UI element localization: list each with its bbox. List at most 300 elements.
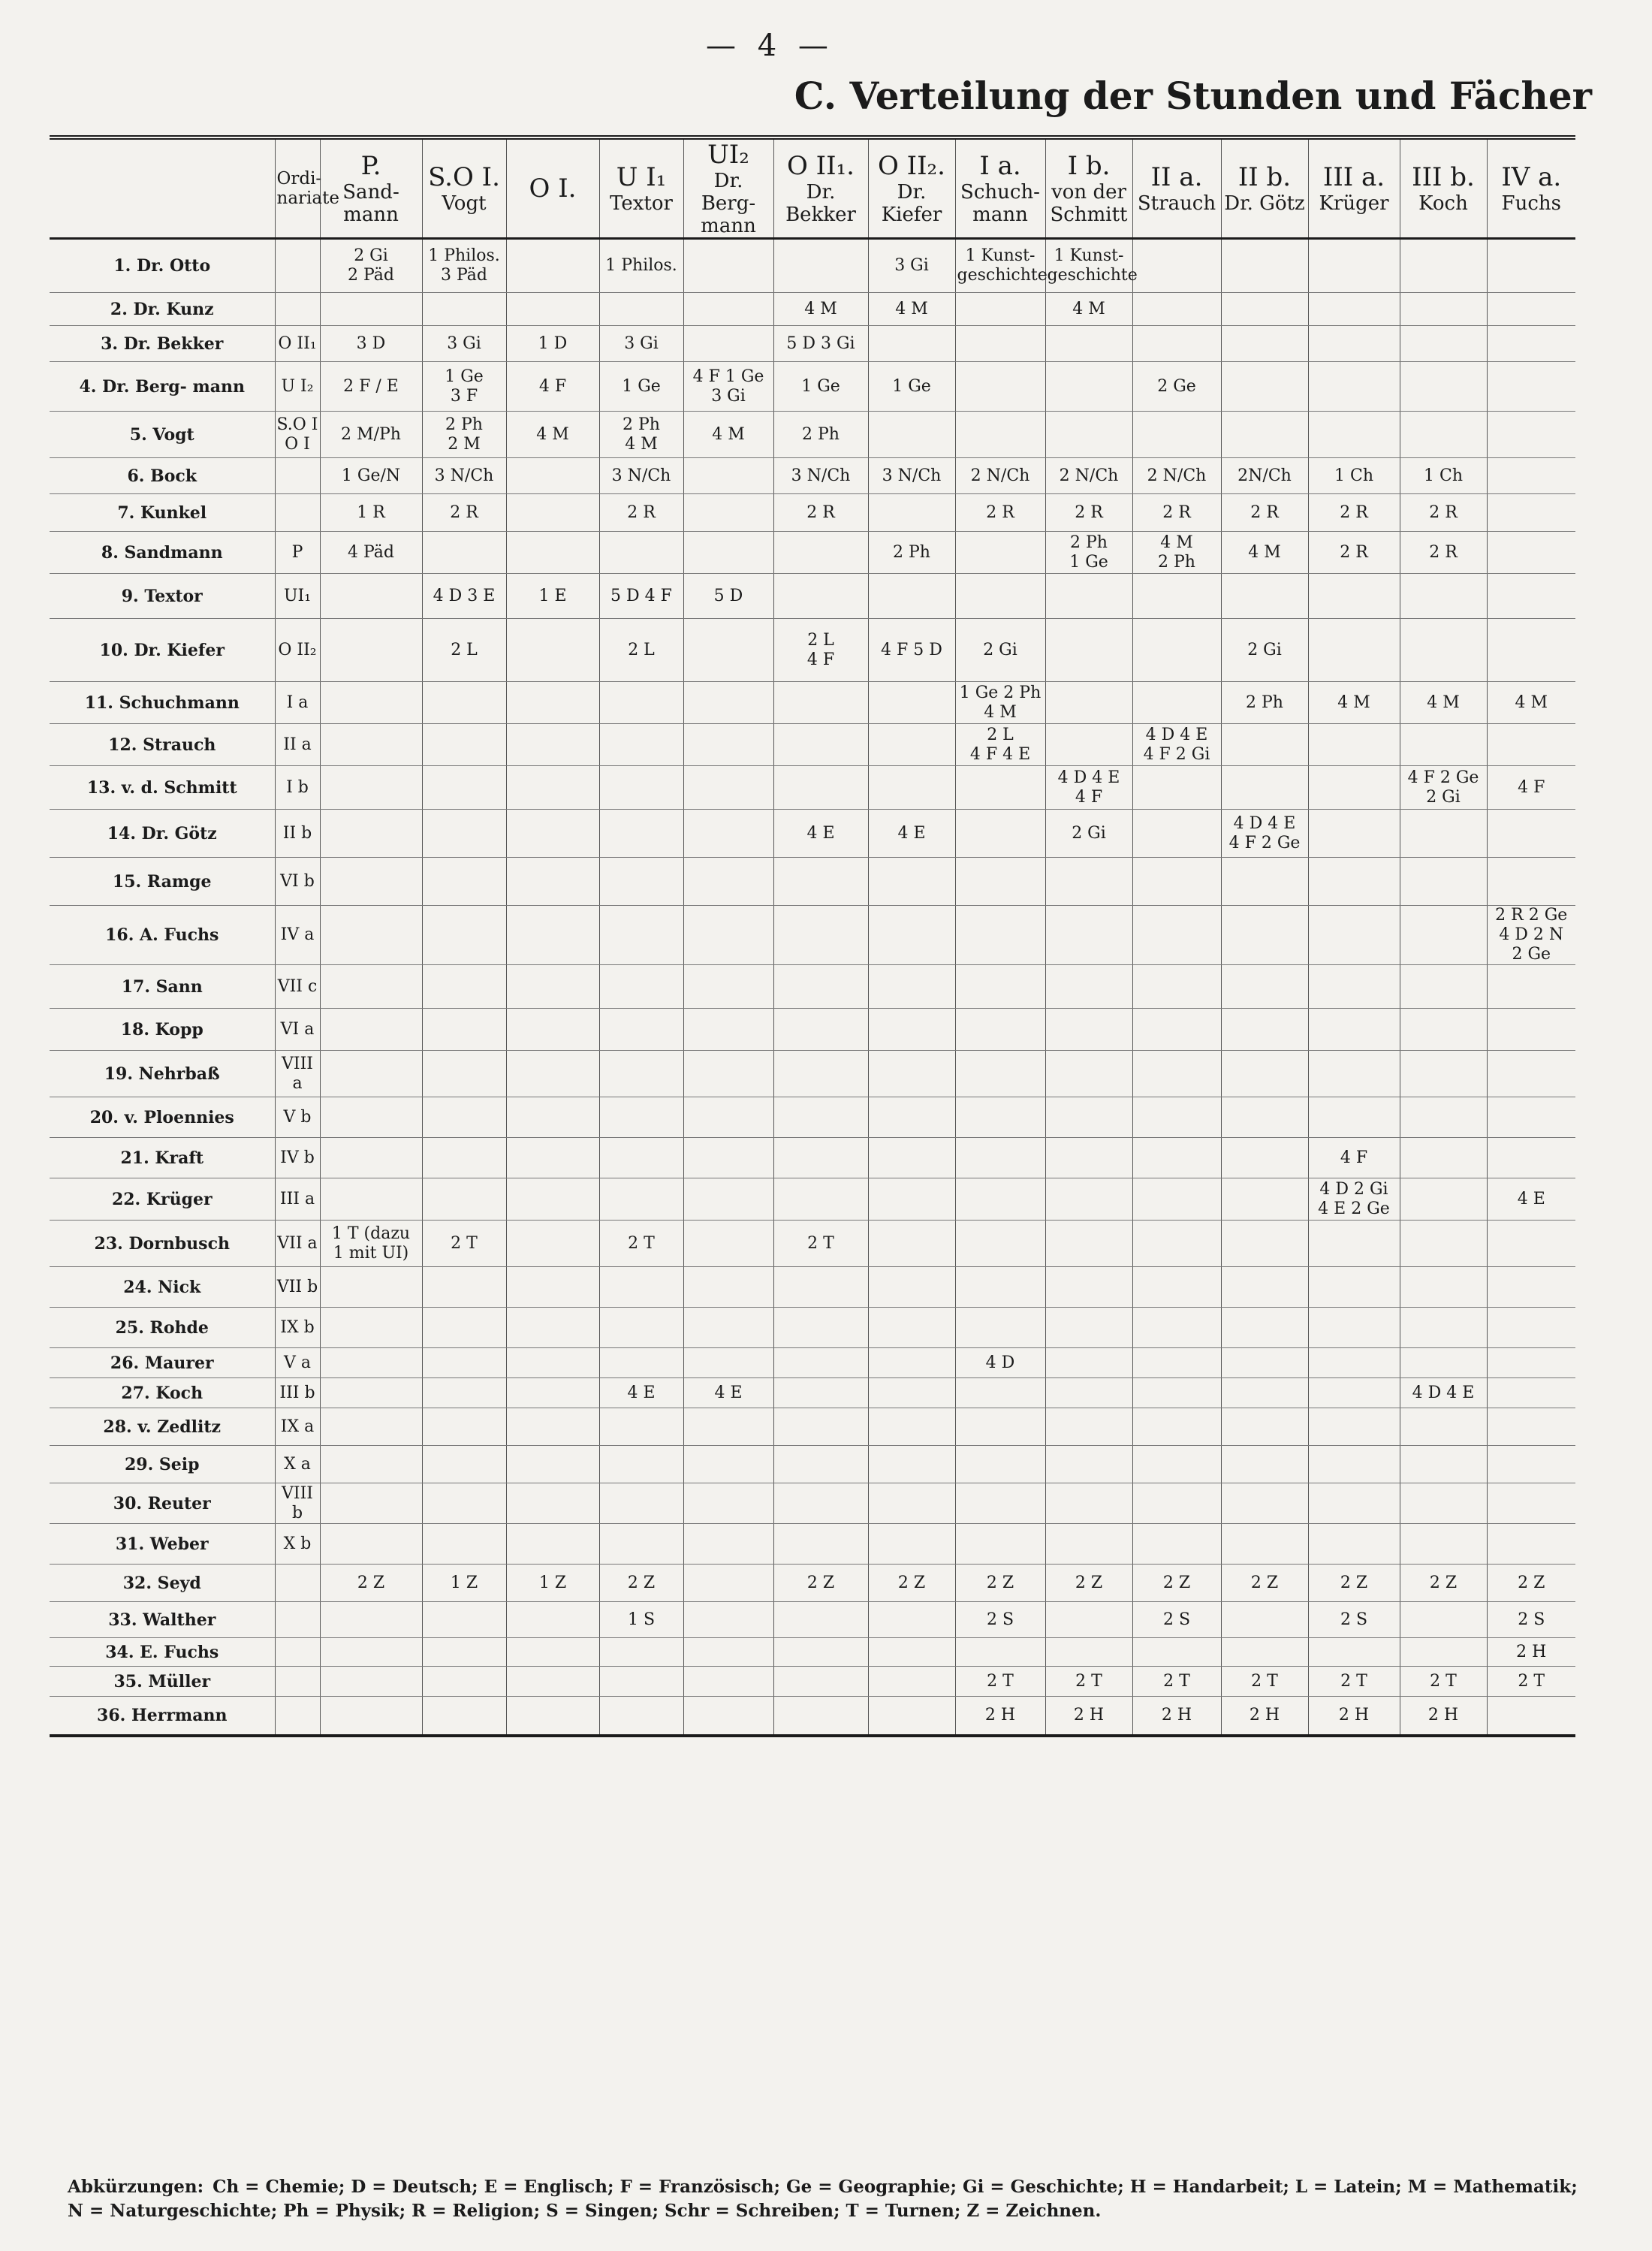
hours-cell xyxy=(599,1524,683,1565)
hours-cell: 2 Z xyxy=(773,1565,868,1602)
hours-cell xyxy=(773,965,868,1009)
hours-cell xyxy=(506,619,599,682)
hours-cell: 2 N/Ch xyxy=(955,458,1045,494)
hours-cell xyxy=(773,766,868,810)
hours-cell xyxy=(1132,965,1221,1009)
teacher-name: 1. Dr. Otto xyxy=(50,239,275,293)
teacher-row xyxy=(50,458,1575,494)
hours-cell xyxy=(1487,362,1575,412)
hours-cell: 4 E xyxy=(773,810,868,858)
hours-cell xyxy=(1308,362,1400,412)
hours-cell xyxy=(1132,1446,1221,1483)
hours-cell xyxy=(320,906,422,965)
hours-cell xyxy=(599,1097,683,1138)
hours-cell xyxy=(683,1524,773,1565)
hours-cell: 2 Z xyxy=(955,1565,1045,1602)
hours-cell xyxy=(320,1602,422,1638)
hours-cell: 2 Z xyxy=(868,1565,955,1602)
hours-cell xyxy=(422,1378,506,1408)
hours-cell: 2 T xyxy=(1221,1667,1308,1697)
hours-cell xyxy=(506,810,599,858)
hours-cell xyxy=(320,619,422,682)
hours-cell: 1 Ge/N xyxy=(320,458,422,494)
hours-cell xyxy=(868,1483,955,1524)
hours-cell xyxy=(1308,1097,1400,1138)
class-teacher-label: Vogt xyxy=(442,192,487,215)
hours-cell xyxy=(955,1009,1045,1051)
class-column-header xyxy=(1045,137,1132,239)
teacher-name: 9. Textor xyxy=(50,574,275,619)
teaching-schedule-table xyxy=(50,135,1575,1737)
teacher-name: 6. Bock xyxy=(50,458,275,494)
teacher-row xyxy=(50,965,1575,1009)
hours-cell xyxy=(773,1178,868,1221)
hours-cell xyxy=(1221,1097,1308,1138)
hours-cell: 3 Gi xyxy=(868,239,955,293)
hours-cell: 2 H xyxy=(1132,1697,1221,1736)
hours-cell: 2 R xyxy=(1132,494,1221,532)
hours-cell: 2 Z xyxy=(1045,1565,1132,1602)
hours-cell xyxy=(1221,574,1308,619)
hours-cell xyxy=(506,906,599,965)
hours-cell: 2 H xyxy=(1045,1697,1132,1736)
hours-cell xyxy=(599,724,683,766)
hours-cell xyxy=(506,1408,599,1446)
hours-cell: 2 H xyxy=(955,1697,1045,1736)
hours-cell xyxy=(1221,1524,1308,1565)
hours-cell xyxy=(422,965,506,1009)
hours-cell: 1 Kunst- geschichte xyxy=(1045,239,1132,293)
abbreviations-legend xyxy=(68,2175,1592,2223)
hours-cell xyxy=(422,1097,506,1138)
hours-cell xyxy=(1132,682,1221,724)
hours-cell xyxy=(868,724,955,766)
hours-cell: 2N/Ch xyxy=(1221,458,1308,494)
hours-cell xyxy=(868,1221,955,1267)
hours-cell xyxy=(599,1348,683,1378)
hours-cell xyxy=(1045,1178,1132,1221)
ordinariate-cell: V a xyxy=(275,1348,320,1378)
teacher-name: 29. Seip xyxy=(50,1446,275,1483)
teacher-name: 36. Herrmann xyxy=(50,1697,275,1736)
hours-cell xyxy=(683,1697,773,1736)
ordinariate-cell: O II₁ xyxy=(275,326,320,362)
teacher-row xyxy=(50,1348,1575,1378)
hours-cell: 2 L xyxy=(422,619,506,682)
hours-cell xyxy=(1132,619,1221,682)
hours-cell xyxy=(868,1009,955,1051)
hours-cell xyxy=(506,1348,599,1378)
hours-cell: 2 N/Ch xyxy=(1045,458,1132,494)
hours-cell xyxy=(1221,362,1308,412)
hours-cell xyxy=(1308,239,1400,293)
hours-cell: 2 Z xyxy=(1221,1565,1308,1602)
hours-cell xyxy=(506,293,599,326)
hours-cell xyxy=(1487,1308,1575,1348)
hours-cell xyxy=(1487,574,1575,619)
hours-cell xyxy=(868,494,955,532)
hours-cell: 4 E xyxy=(1487,1178,1575,1221)
page-number: — 4 — xyxy=(706,29,834,63)
hours-cell xyxy=(506,1602,599,1638)
hours-cell xyxy=(1045,1524,1132,1565)
hours-cell xyxy=(320,1667,422,1697)
hours-cell: 4 F 2 Ge 2 Gi xyxy=(1400,766,1487,810)
hours-cell xyxy=(506,965,599,1009)
class-teacher-label: Dr. Götz xyxy=(1224,192,1305,215)
hours-cell xyxy=(1221,1138,1308,1178)
teacher-row xyxy=(50,326,1575,362)
hours-cell: 4 F xyxy=(1487,766,1575,810)
hours-cell: 2 S xyxy=(1487,1602,1575,1638)
hours-cell xyxy=(683,1565,773,1602)
ordinariate-cell: VI a xyxy=(275,1009,320,1051)
ordinariate-cell: X a xyxy=(275,1446,320,1483)
hours-cell: 2 T xyxy=(1132,1667,1221,1697)
class-label: UI₂ xyxy=(707,140,749,170)
hours-cell: 4 D 4 E xyxy=(1400,1378,1487,1408)
hours-cell xyxy=(955,1483,1045,1524)
hours-cell xyxy=(955,1097,1045,1138)
hours-cell xyxy=(683,1638,773,1667)
hours-cell xyxy=(422,1051,506,1097)
hours-cell xyxy=(599,965,683,1009)
ordinariate-cell: V b xyxy=(275,1097,320,1138)
hours-cell xyxy=(1308,1348,1400,1378)
hours-cell xyxy=(599,810,683,858)
hours-cell xyxy=(1045,1348,1132,1378)
hours-cell xyxy=(1132,1051,1221,1097)
class-label: O II₁. xyxy=(787,151,855,181)
hours-cell: 4 E xyxy=(868,810,955,858)
hours-cell xyxy=(868,965,955,1009)
hours-cell xyxy=(1308,1267,1400,1308)
hours-cell xyxy=(1045,1221,1132,1267)
teacher-row xyxy=(50,1051,1575,1097)
hours-cell xyxy=(1308,293,1400,326)
ordinariate-cell xyxy=(275,494,320,532)
hours-cell xyxy=(955,412,1045,458)
hours-cell: 3 Gi xyxy=(422,326,506,362)
hours-cell xyxy=(773,1524,868,1565)
ordinariate-cell xyxy=(275,1667,320,1697)
teacher-name: 31. Weber xyxy=(50,1524,275,1565)
hours-cell xyxy=(955,858,1045,906)
hours-cell xyxy=(1045,326,1132,362)
ordinariate-cell: II b xyxy=(275,810,320,858)
hours-cell xyxy=(773,1348,868,1378)
hours-cell xyxy=(683,1308,773,1348)
hours-cell xyxy=(683,1221,773,1267)
hours-cell xyxy=(506,1221,599,1267)
teacher-name: 25. Rohde xyxy=(50,1308,275,1348)
hours-cell: 2 L 4 F 4 E xyxy=(955,724,1045,766)
hours-cell xyxy=(506,494,599,532)
hours-cell xyxy=(1308,1638,1400,1667)
hours-cell xyxy=(506,724,599,766)
teacher-name: 32. Seyd xyxy=(50,1565,275,1602)
hours-cell xyxy=(1221,724,1308,766)
teacher-row xyxy=(50,1697,1575,1736)
class-column-header xyxy=(1221,137,1308,239)
hours-cell: 2 H xyxy=(1400,1697,1487,1736)
class-column-header xyxy=(1400,137,1487,239)
class-column-header xyxy=(683,137,773,239)
class-column-header xyxy=(955,137,1045,239)
hours-cell: 2 R xyxy=(1308,532,1400,574)
teacher-row xyxy=(50,1267,1575,1308)
teacher-row xyxy=(50,362,1575,412)
hours-cell xyxy=(320,1638,422,1667)
hours-cell xyxy=(1045,1267,1132,1308)
teacher-row xyxy=(50,239,1575,293)
hours-cell xyxy=(422,1638,506,1667)
hours-cell: 2 Z xyxy=(320,1565,422,1602)
teacher-name: 17. Sann xyxy=(50,965,275,1009)
ordinariate-cell: VII b xyxy=(275,1267,320,1308)
hours-cell xyxy=(1221,1051,1308,1097)
hours-cell xyxy=(868,1638,955,1667)
hours-cell xyxy=(1308,1308,1400,1348)
hours-cell xyxy=(683,1097,773,1138)
hours-cell: 2 M/Ph xyxy=(320,412,422,458)
hours-cell xyxy=(1400,1602,1487,1638)
hours-cell xyxy=(955,1221,1045,1267)
ordinariate-cell: U I₂ xyxy=(275,362,320,412)
class-label: I a. xyxy=(979,151,1021,181)
class-column-header xyxy=(868,137,955,239)
hours-cell xyxy=(955,810,1045,858)
ordinariate-cell xyxy=(275,1602,320,1638)
hours-cell: 2 R xyxy=(1045,494,1132,532)
hours-cell xyxy=(1400,1638,1487,1667)
hours-cell: 2 H xyxy=(1487,1638,1575,1667)
hours-cell xyxy=(599,1009,683,1051)
hours-cell xyxy=(868,1097,955,1138)
teacher-name: 14. Dr. Götz xyxy=(50,810,275,858)
hours-cell xyxy=(1045,362,1132,412)
ordinariate-cell: X b xyxy=(275,1524,320,1565)
hours-cell xyxy=(422,1697,506,1736)
hours-cell xyxy=(1132,412,1221,458)
hours-cell xyxy=(422,532,506,574)
legend-text: Ch = Chemie; D = Deutsch; E = Englisch; F = Französisch; Ge = Geographie; Gi = Geschichte; H = Handarbeit; L = Latein; M = Mathematik; N = Naturgeschichte; Ph = Physik; R = Religion; S = Singen; Schr = Schreiben; T = Turnen; Z = Zeichnen. xyxy=(68,2177,1578,2221)
hours-cell xyxy=(1400,1483,1487,1524)
teacher-name: 8. Sandmann xyxy=(50,532,275,574)
hours-cell: 3 N/Ch xyxy=(868,458,955,494)
hours-cell xyxy=(1045,1378,1132,1408)
hours-cell: 1 Ge xyxy=(599,362,683,412)
hours-cell xyxy=(1221,858,1308,906)
hours-cell: 2 Gi xyxy=(955,619,1045,682)
hours-cell xyxy=(422,1138,506,1178)
teacher-row xyxy=(50,1483,1575,1524)
hours-cell xyxy=(1221,1308,1308,1348)
hours-cell xyxy=(1045,858,1132,906)
hours-cell xyxy=(1487,458,1575,494)
hours-cell xyxy=(683,1009,773,1051)
hours-cell xyxy=(955,1446,1045,1483)
hours-cell xyxy=(1308,1524,1400,1565)
class-label: II a. xyxy=(1150,162,1203,192)
teacher-name: 13. v. d. Schmitt xyxy=(50,766,275,810)
hours-cell xyxy=(320,1524,422,1565)
teacher-name: 16. A. Fuchs xyxy=(50,906,275,965)
hours-cell xyxy=(773,682,868,724)
hours-cell xyxy=(1221,1408,1308,1446)
hours-cell xyxy=(1308,1221,1400,1267)
hours-cell xyxy=(868,1178,955,1221)
hours-cell: 2 F / E xyxy=(320,362,422,412)
hours-cell: 2 T xyxy=(1045,1667,1132,1697)
hours-cell xyxy=(599,1408,683,1446)
hours-cell xyxy=(1308,766,1400,810)
class-teacher-label: Krüger xyxy=(1319,192,1389,215)
hours-cell: 2 T xyxy=(422,1221,506,1267)
hours-cell xyxy=(1221,239,1308,293)
hours-cell: 2 Gi 2 Päd xyxy=(320,239,422,293)
hours-cell: 4 M xyxy=(683,412,773,458)
hours-cell xyxy=(1045,1446,1132,1483)
hours-cell xyxy=(683,1178,773,1221)
hours-cell xyxy=(1487,1446,1575,1483)
hours-cell xyxy=(320,574,422,619)
hours-cell xyxy=(683,1446,773,1483)
hours-cell xyxy=(422,1667,506,1697)
hours-cell xyxy=(422,1348,506,1378)
hours-cell: 4 M xyxy=(868,293,955,326)
hours-cell xyxy=(773,1097,868,1138)
hours-cell xyxy=(1045,1638,1132,1667)
hours-cell xyxy=(773,574,868,619)
teacher-row xyxy=(50,906,1575,965)
hours-cell xyxy=(1045,682,1132,724)
hours-cell xyxy=(1487,1138,1575,1178)
hours-cell xyxy=(506,1308,599,1348)
ordinariate-cell: I b xyxy=(275,766,320,810)
hours-cell xyxy=(773,1408,868,1446)
hours-cell xyxy=(773,1602,868,1638)
class-label: III a. xyxy=(1322,162,1385,192)
hours-cell xyxy=(1132,1524,1221,1565)
hours-cell: 4 F 1 Ge 3 Gi xyxy=(683,362,773,412)
teacher-row xyxy=(50,1009,1575,1051)
hours-cell xyxy=(1045,1009,1132,1051)
hours-cell xyxy=(683,1051,773,1097)
hours-cell xyxy=(868,1697,955,1736)
ordinariate-cell xyxy=(275,293,320,326)
hours-cell: 2 Ph xyxy=(868,532,955,574)
hours-cell xyxy=(868,574,955,619)
hours-cell xyxy=(320,1697,422,1736)
hours-cell: 4 M xyxy=(506,412,599,458)
hours-cell xyxy=(1132,858,1221,906)
hours-cell xyxy=(320,682,422,724)
hours-cell xyxy=(1400,362,1487,412)
hours-cell xyxy=(320,1178,422,1221)
class-column-header xyxy=(1487,137,1575,239)
hours-cell xyxy=(320,1267,422,1308)
hours-cell xyxy=(320,724,422,766)
hours-cell xyxy=(1400,965,1487,1009)
ordinariate-cell xyxy=(275,1565,320,1602)
hours-cell xyxy=(868,682,955,724)
hours-cell xyxy=(1221,412,1308,458)
hours-cell: 4 E xyxy=(599,1378,683,1408)
hours-cell xyxy=(1487,619,1575,682)
hours-cell xyxy=(683,1602,773,1638)
hours-cell xyxy=(320,810,422,858)
hours-cell: 1 E xyxy=(506,574,599,619)
hours-cell xyxy=(422,1308,506,1348)
hours-cell: 4 M xyxy=(1045,293,1132,326)
hours-cell xyxy=(955,293,1045,326)
hours-cell xyxy=(955,1378,1045,1408)
teacher-name: 12. Strauch xyxy=(50,724,275,766)
hours-cell xyxy=(506,1178,599,1221)
hours-cell xyxy=(1308,1483,1400,1524)
hours-cell xyxy=(1400,1097,1487,1138)
hours-cell xyxy=(506,1009,599,1051)
hours-cell xyxy=(1045,906,1132,965)
hours-cell xyxy=(1400,724,1487,766)
hours-cell xyxy=(1400,1178,1487,1221)
hours-cell xyxy=(599,1667,683,1697)
hours-cell: 2 R 2 Ge 4 D 2 N 2 Ge xyxy=(1487,906,1575,965)
class-label: IV a. xyxy=(1501,162,1562,192)
hours-cell: 1 Z xyxy=(506,1565,599,1602)
hours-cell: 2 Ph xyxy=(1221,682,1308,724)
class-teacher-label: Strauch xyxy=(1137,192,1216,215)
ordinariate-cell: VIII a xyxy=(275,1051,320,1097)
hours-cell xyxy=(1221,326,1308,362)
hours-cell xyxy=(1045,724,1132,766)
hours-cell: 1 Ch xyxy=(1400,458,1487,494)
hours-cell xyxy=(955,1638,1045,1667)
hours-cell xyxy=(506,766,599,810)
hours-cell xyxy=(1400,1138,1487,1178)
hours-cell xyxy=(1400,239,1487,293)
teacher-row xyxy=(50,1178,1575,1221)
hours-cell xyxy=(683,293,773,326)
hours-cell xyxy=(683,1348,773,1378)
hours-cell xyxy=(506,1378,599,1408)
hours-cell xyxy=(1487,1697,1575,1736)
hours-cell xyxy=(773,1267,868,1308)
hours-cell xyxy=(1308,858,1400,906)
hours-cell xyxy=(599,532,683,574)
hours-cell xyxy=(1308,906,1400,965)
hours-cell xyxy=(1132,1348,1221,1378)
hours-cell: 1 D xyxy=(506,326,599,362)
hours-cell xyxy=(320,1009,422,1051)
hours-cell: 3 D xyxy=(320,326,422,362)
teacher-name: 35. Müller xyxy=(50,1667,275,1697)
hours-cell xyxy=(868,1446,955,1483)
hours-cell: 1 Ge 2 Ph 4 M xyxy=(955,682,1045,724)
teacher-name: 2. Dr. Kunz xyxy=(50,293,275,326)
hours-cell: 1 Ch xyxy=(1308,458,1400,494)
hours-cell xyxy=(955,1308,1045,1348)
hours-cell xyxy=(422,682,506,724)
class-column-header xyxy=(599,137,683,239)
hours-cell: 2 R xyxy=(1308,494,1400,532)
hours-cell xyxy=(320,1348,422,1378)
ordinariate-cell: S.O I O I xyxy=(275,412,320,458)
hours-cell xyxy=(506,1138,599,1178)
hours-cell xyxy=(320,1097,422,1138)
class-label: U I₁ xyxy=(616,162,667,192)
